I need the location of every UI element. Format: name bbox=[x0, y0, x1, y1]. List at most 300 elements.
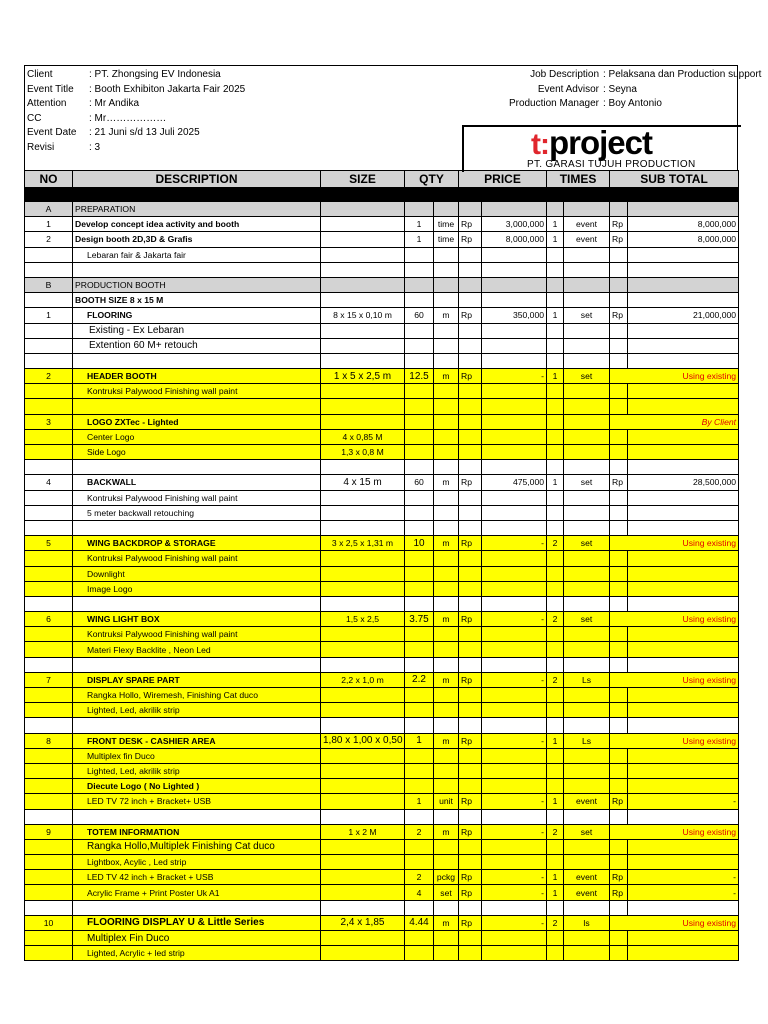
cell-price bbox=[482, 596, 547, 611]
cell-times-unit bbox=[564, 839, 610, 854]
cell-subtotal-currency bbox=[610, 353, 628, 368]
cell-qty-unit bbox=[434, 763, 459, 778]
cell-qty: 2.2 bbox=[405, 672, 434, 687]
table-row bbox=[25, 733, 739, 748]
cell-price-currency bbox=[459, 627, 482, 642]
cell-subtotal-currency bbox=[610, 763, 628, 778]
cell-price bbox=[482, 839, 547, 854]
table-row bbox=[25, 247, 739, 262]
cell-subtotal-currency bbox=[610, 596, 628, 611]
cell-price-currency bbox=[459, 429, 482, 444]
cell-note: Using existing bbox=[610, 915, 739, 930]
cell-price-currency: Rp bbox=[459, 308, 482, 323]
cell-price bbox=[482, 581, 547, 596]
cell-times-unit: set bbox=[564, 612, 610, 627]
field-label: Event Date bbox=[27, 127, 77, 139]
cell-price-currency: Rp bbox=[459, 536, 482, 551]
cell-no: 6 bbox=[25, 612, 73, 627]
cell-no bbox=[25, 460, 73, 475]
cell-no bbox=[25, 247, 73, 262]
cell-qty: 1 bbox=[405, 232, 434, 247]
job-info bbox=[471, 68, 761, 112]
cell-subtotal bbox=[628, 277, 739, 292]
cell-description: Materi Flexy Backlite , Neon Led bbox=[73, 642, 321, 657]
cell-subtotal bbox=[628, 627, 739, 642]
cell-subtotal bbox=[628, 338, 739, 353]
cell-qty-unit bbox=[434, 293, 459, 308]
cell-size bbox=[321, 399, 405, 414]
cell-no bbox=[25, 657, 73, 672]
cell-price bbox=[482, 490, 547, 505]
cell-times bbox=[547, 384, 564, 399]
cell-qty-unit bbox=[434, 399, 459, 414]
cell-qty-unit bbox=[434, 445, 459, 460]
section-row bbox=[25, 277, 739, 292]
cell-description: Lightbox, Acylic , Led strip bbox=[73, 855, 321, 870]
company-logo-box bbox=[462, 125, 741, 172]
cell-qty bbox=[405, 262, 434, 277]
cell-price: - bbox=[482, 612, 547, 627]
cell-qty bbox=[405, 900, 434, 915]
cell-price-currency bbox=[459, 247, 482, 262]
cell-qty bbox=[405, 293, 434, 308]
field-value: : Pelaksana dan Production support bbox=[603, 69, 762, 80]
cell-price-currency bbox=[459, 323, 482, 338]
cell-price bbox=[482, 931, 547, 946]
table-row bbox=[25, 946, 739, 961]
cell-times-unit bbox=[564, 566, 610, 581]
cell-size bbox=[321, 505, 405, 520]
cell-subtotal: 8,000,000 bbox=[628, 232, 739, 247]
table-row bbox=[25, 688, 739, 703]
cell-subtotal bbox=[628, 384, 739, 399]
cell-price-currency bbox=[459, 338, 482, 353]
cell-description bbox=[73, 520, 321, 535]
cell-subtotal bbox=[628, 247, 739, 262]
field-label: Event Title bbox=[27, 83, 74, 95]
cell-subtotal-currency bbox=[610, 262, 628, 277]
cell-description: Kontruksi Palywood Finishing wall paint bbox=[73, 384, 321, 399]
cell-no: 3 bbox=[25, 414, 73, 429]
cell-price: 3,000,000 bbox=[482, 217, 547, 232]
cell-subtotal-currency bbox=[610, 779, 628, 794]
cell-qty-unit: m bbox=[434, 369, 459, 384]
cell-description: Existing - Ex Lebaran bbox=[73, 323, 321, 338]
cell-description: BACKWALL bbox=[73, 475, 321, 490]
cell-subtotal-currency: Rp bbox=[610, 870, 628, 885]
cell-subtotal bbox=[628, 763, 739, 778]
cell-price bbox=[482, 748, 547, 763]
cell-price: 475,000 bbox=[482, 475, 547, 490]
cell-no bbox=[25, 384, 73, 399]
cell-times-unit bbox=[564, 855, 610, 870]
cell-qty bbox=[405, 931, 434, 946]
cell-times bbox=[547, 900, 564, 915]
cell-price-currency bbox=[459, 384, 482, 399]
table-row bbox=[25, 475, 739, 490]
cell-times bbox=[547, 703, 564, 718]
table-row bbox=[25, 308, 739, 323]
table-row bbox=[25, 885, 739, 900]
cell-no bbox=[25, 520, 73, 535]
cell-subtotal-currency bbox=[610, 551, 628, 566]
cell-times-unit bbox=[564, 247, 610, 262]
cell-times-unit: event bbox=[564, 217, 610, 232]
cell-times-unit bbox=[564, 323, 610, 338]
cell-price-currency bbox=[459, 748, 482, 763]
cell-price-currency: Rp bbox=[459, 217, 482, 232]
cell-size: 1,80 x 1,00 x 0,50 bbox=[321, 733, 405, 748]
cell-subtotal bbox=[628, 839, 739, 854]
table-row bbox=[25, 460, 739, 475]
cell-qty: 60 bbox=[405, 308, 434, 323]
cell-qty bbox=[405, 748, 434, 763]
cell-subtotal: 28,500,000 bbox=[628, 475, 739, 490]
cell-times-unit bbox=[564, 703, 610, 718]
table-row bbox=[25, 642, 739, 657]
cell-times-unit bbox=[564, 460, 610, 475]
cell-subtotal-currency bbox=[610, 460, 628, 475]
table-row bbox=[25, 429, 739, 444]
cell-size bbox=[321, 855, 405, 870]
cell-no bbox=[25, 627, 73, 642]
cell-no bbox=[25, 490, 73, 505]
cell-size bbox=[321, 262, 405, 277]
cell-description: Design booth 2D,3D & Grafis bbox=[73, 232, 321, 247]
cell-no: 9 bbox=[25, 824, 73, 839]
cell-subtotal bbox=[628, 505, 739, 520]
cell-times bbox=[547, 657, 564, 672]
cell-qty bbox=[405, 520, 434, 535]
cell-no bbox=[25, 688, 73, 703]
table-row bbox=[25, 217, 739, 232]
table-row bbox=[25, 672, 739, 687]
cell-description: Extention 60 M+ retouch bbox=[73, 338, 321, 353]
table-row bbox=[25, 399, 739, 414]
cell-price bbox=[482, 809, 547, 824]
cell-subtotal bbox=[628, 581, 739, 596]
cell-times bbox=[547, 277, 564, 292]
cell-subtotal: - bbox=[628, 870, 739, 885]
field-value: : 3 bbox=[89, 141, 101, 153]
cell-times bbox=[547, 566, 564, 581]
cell-description: LOGO ZXTec - Lighted bbox=[73, 414, 321, 429]
cell-no bbox=[25, 323, 73, 338]
cell-times-unit: event bbox=[564, 885, 610, 900]
cell-description: Develop concept idea activity and booth bbox=[73, 217, 321, 232]
cell-qty-unit: m bbox=[434, 536, 459, 551]
cell-no bbox=[25, 809, 73, 824]
table-row bbox=[25, 839, 739, 854]
cell-note: Using existing bbox=[610, 536, 739, 551]
cell-size bbox=[321, 217, 405, 232]
client-info bbox=[27, 68, 245, 156]
cell-description bbox=[73, 657, 321, 672]
cell-size bbox=[321, 870, 405, 885]
cell-times-unit bbox=[564, 490, 610, 505]
cell-times bbox=[547, 581, 564, 596]
cell-times-unit bbox=[564, 688, 610, 703]
cell-qty bbox=[405, 779, 434, 794]
cell-qty-unit bbox=[434, 551, 459, 566]
cell-price bbox=[482, 202, 547, 217]
cell-qty: 1 bbox=[405, 217, 434, 232]
cell-qty-unit bbox=[434, 642, 459, 657]
cell-price bbox=[482, 855, 547, 870]
cell-price-currency bbox=[459, 946, 482, 961]
cell-subtotal-currency bbox=[610, 490, 628, 505]
field-label: Client bbox=[27, 69, 53, 80]
table-row bbox=[25, 809, 739, 824]
cell-no bbox=[25, 946, 73, 961]
cell-price-currency: Rp bbox=[459, 915, 482, 930]
cell-subtotal bbox=[628, 399, 739, 414]
divider-row bbox=[25, 188, 739, 202]
table-row bbox=[25, 566, 739, 581]
cell-description: Multiplex Fin Duco bbox=[73, 931, 321, 946]
cell-qty-unit bbox=[434, 566, 459, 581]
cell-subtotal-currency bbox=[610, 293, 628, 308]
cell-times bbox=[547, 748, 564, 763]
cell-qty: 3.75 bbox=[405, 612, 434, 627]
cell-no: 1 bbox=[25, 308, 73, 323]
cell-price-currency bbox=[459, 703, 482, 718]
cell-qty-unit: m bbox=[434, 308, 459, 323]
cell-size bbox=[321, 718, 405, 733]
cell-times-unit bbox=[564, 277, 610, 292]
cell-price-currency bbox=[459, 657, 482, 672]
cell-description: Acrylic Frame + Print Poster Uk A1 bbox=[73, 885, 321, 900]
cell-description bbox=[73, 718, 321, 733]
company-name: PT. GARASI TUJUH PRODUCTION bbox=[527, 159, 696, 170]
cell-times bbox=[547, 399, 564, 414]
cell-qty-unit bbox=[434, 338, 459, 353]
header-field bbox=[27, 141, 245, 156]
cell-subtotal-currency bbox=[610, 566, 628, 581]
cell-qty bbox=[405, 703, 434, 718]
cell-price-currency bbox=[459, 566, 482, 581]
cell-description: Center Logo bbox=[73, 429, 321, 444]
cell-qty-unit: time bbox=[434, 217, 459, 232]
col-description: DESCRIPTION bbox=[73, 171, 321, 188]
cell-times bbox=[547, 353, 564, 368]
cell-times: 1 bbox=[547, 733, 564, 748]
table-row bbox=[25, 931, 739, 946]
cell-no bbox=[25, 566, 73, 581]
header-field bbox=[471, 68, 761, 83]
cell-price bbox=[482, 323, 547, 338]
field-label: Job Description bbox=[530, 69, 599, 80]
cell-times bbox=[547, 809, 564, 824]
cell-qty-unit: set bbox=[434, 885, 459, 900]
cell-description: Kontruksi Palywood Finishing wall paint bbox=[73, 627, 321, 642]
cell-times bbox=[547, 520, 564, 535]
cell-price-currency: Rp bbox=[459, 733, 482, 748]
cell-times-unit: set bbox=[564, 475, 610, 490]
cell-qty bbox=[405, 855, 434, 870]
col-price: PRICE bbox=[459, 171, 547, 188]
cell-qty-unit bbox=[434, 596, 459, 611]
cell-qty bbox=[405, 688, 434, 703]
cell-description: Image Logo bbox=[73, 581, 321, 596]
cell-qty: 4.44 bbox=[405, 915, 434, 930]
cell-subtotal bbox=[628, 596, 739, 611]
cell-description: Lebaran fair & Jakarta fair bbox=[73, 247, 321, 262]
cell-size: 1,3 x 0,8 M bbox=[321, 445, 405, 460]
cell-subtotal: 21,000,000 bbox=[628, 308, 739, 323]
cell-qty bbox=[405, 505, 434, 520]
cell-qty bbox=[405, 490, 434, 505]
cell-size bbox=[321, 794, 405, 809]
cell-times bbox=[547, 505, 564, 520]
cell-subtotal bbox=[628, 293, 739, 308]
cell-note: Using existing bbox=[610, 733, 739, 748]
cell-price-currency bbox=[459, 763, 482, 778]
cell-times bbox=[547, 460, 564, 475]
cell-subtotal: - bbox=[628, 794, 739, 809]
cell-qty-unit: m bbox=[434, 672, 459, 687]
cell-price bbox=[482, 277, 547, 292]
cell-description: Lighted, Acrylic + led strip bbox=[73, 946, 321, 961]
cell-no: 2 bbox=[25, 232, 73, 247]
cell-times-unit bbox=[564, 718, 610, 733]
cell-times-unit: event bbox=[564, 794, 610, 809]
cell-qty-unit bbox=[434, 505, 459, 520]
cell-price bbox=[482, 627, 547, 642]
cell-note: Using existing bbox=[610, 824, 739, 839]
cell-subtotal-currency bbox=[610, 277, 628, 292]
cell-price: 350,000 bbox=[482, 308, 547, 323]
cell-no bbox=[25, 445, 73, 460]
cell-description: DISPLAY SPARE PART bbox=[73, 672, 321, 687]
cell-subtotal-currency bbox=[610, 748, 628, 763]
table-row bbox=[25, 627, 739, 642]
cell-description: 5 meter backwall retouching bbox=[73, 505, 321, 520]
cell-no bbox=[25, 870, 73, 885]
cell-times bbox=[547, 642, 564, 657]
cell-times-unit bbox=[564, 657, 610, 672]
cell-price-currency: Rp bbox=[459, 885, 482, 900]
cell-subtotal bbox=[628, 779, 739, 794]
budget-sheet bbox=[24, 65, 762, 961]
cell-times: 1 bbox=[547, 794, 564, 809]
cell-no: 1 bbox=[25, 217, 73, 232]
cell-price-currency: Rp bbox=[459, 232, 482, 247]
cell-times: 1 bbox=[547, 308, 564, 323]
cell-price-currency bbox=[459, 596, 482, 611]
cell-no: 8 bbox=[25, 733, 73, 748]
cell-size bbox=[321, 460, 405, 475]
table-row bbox=[25, 232, 739, 247]
section-row bbox=[25, 202, 739, 217]
cell-no bbox=[25, 293, 73, 308]
table-row bbox=[25, 855, 739, 870]
table-row bbox=[25, 748, 739, 763]
cell-size: 2,4 x 1,85 bbox=[321, 915, 405, 930]
cell-times-unit bbox=[564, 931, 610, 946]
cell-price bbox=[482, 642, 547, 657]
cell-price-currency: Rp bbox=[459, 824, 482, 839]
cell-subtotal bbox=[628, 202, 739, 217]
cell-subtotal-currency bbox=[610, 247, 628, 262]
cell-subtotal bbox=[628, 429, 739, 444]
cell-times-unit bbox=[564, 399, 610, 414]
cell-times bbox=[547, 688, 564, 703]
cell-subtotal-currency bbox=[610, 946, 628, 961]
cell-no bbox=[25, 596, 73, 611]
cell-qty-unit: m bbox=[434, 824, 459, 839]
cell-subtotal-currency: Rp bbox=[610, 475, 628, 490]
table-row bbox=[25, 779, 739, 794]
cell-price-currency bbox=[459, 445, 482, 460]
cell-qty-unit bbox=[434, 247, 459, 262]
cell-price bbox=[482, 338, 547, 353]
header-field bbox=[471, 97, 761, 112]
cell-qty: 12.5 bbox=[405, 369, 434, 384]
cell-times-unit bbox=[564, 293, 610, 308]
cell-subtotal-currency bbox=[610, 703, 628, 718]
cell-price-currency: Rp bbox=[459, 475, 482, 490]
table-row bbox=[25, 794, 739, 809]
project-logo: t:project bbox=[531, 124, 653, 161]
table-row bbox=[25, 763, 739, 778]
cell-price: - bbox=[482, 915, 547, 930]
cell-subtotal-currency bbox=[610, 718, 628, 733]
cell-qty bbox=[405, 445, 434, 460]
cell-size bbox=[321, 688, 405, 703]
cell-description: TOTEM INFORMATION bbox=[73, 824, 321, 839]
cell-subtotal bbox=[628, 855, 739, 870]
cell-price-currency: Rp bbox=[459, 794, 482, 809]
cell-subtotal bbox=[628, 490, 739, 505]
cell-description bbox=[73, 596, 321, 611]
cell-subtotal-currency bbox=[610, 900, 628, 915]
cell-price bbox=[482, 429, 547, 444]
cell-size bbox=[321, 353, 405, 368]
cell-times-unit bbox=[564, 414, 610, 429]
cell-no bbox=[25, 931, 73, 946]
cell-qty-unit bbox=[434, 946, 459, 961]
cell-subtotal bbox=[628, 946, 739, 961]
cell-price-currency bbox=[459, 202, 482, 217]
cell-price-currency bbox=[459, 353, 482, 368]
table-row bbox=[25, 718, 739, 733]
header-field bbox=[471, 83, 761, 98]
cell-subtotal-currency bbox=[610, 505, 628, 520]
cell-description: WING LIGHT BOX bbox=[73, 612, 321, 627]
cell-qty bbox=[405, 581, 434, 596]
cell-description bbox=[73, 900, 321, 915]
table-row bbox=[25, 414, 739, 429]
cell-price-currency: Rp bbox=[459, 369, 482, 384]
cell-subtotal: - bbox=[628, 885, 739, 900]
cell-qty-unit bbox=[434, 900, 459, 915]
cell-subtotal-currency bbox=[610, 931, 628, 946]
header-field bbox=[27, 68, 245, 83]
cell-qty-unit bbox=[434, 414, 459, 429]
cell-price-currency bbox=[459, 581, 482, 596]
cell-size: 2,2 x 1,0 m bbox=[321, 672, 405, 687]
cell-price bbox=[482, 384, 547, 399]
cell-times-unit bbox=[564, 748, 610, 763]
cell-times bbox=[547, 855, 564, 870]
table-row bbox=[25, 323, 739, 338]
cell-times bbox=[547, 839, 564, 854]
cell-qty bbox=[405, 763, 434, 778]
cell-qty-unit bbox=[434, 460, 459, 475]
cell-subtotal bbox=[628, 718, 739, 733]
cell-no bbox=[25, 900, 73, 915]
